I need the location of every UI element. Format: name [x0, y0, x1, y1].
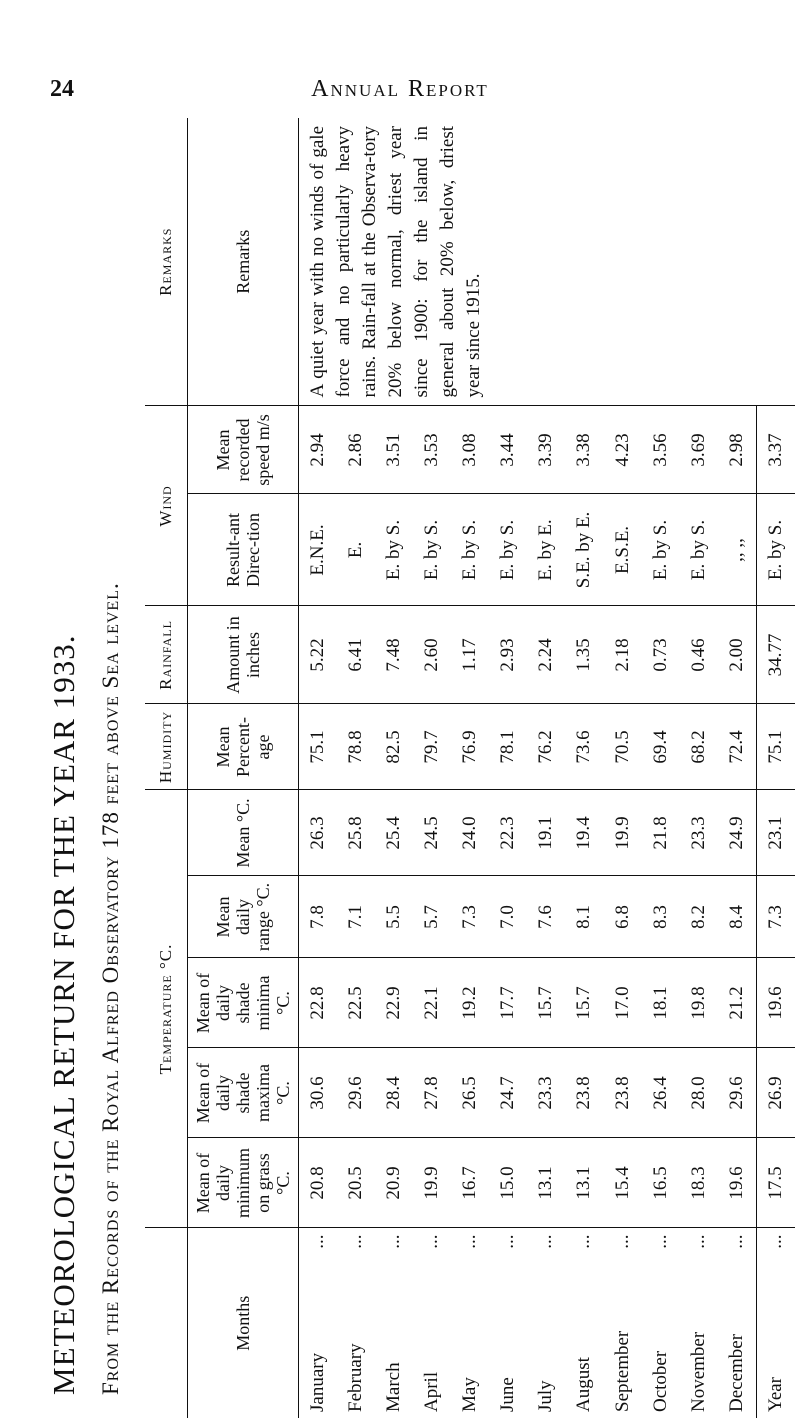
grass-min-cell: 15.4 — [604, 1138, 642, 1228]
dot-leader: ... — [764, 1234, 786, 1249]
header-rain-inches: Amount in inches — [188, 606, 299, 704]
grass-min-cell: 16.5 — [642, 1138, 680, 1228]
daily-range-cell: 7.6 — [527, 876, 565, 958]
mean-temp-cell: 26.3 — [299, 790, 338, 876]
wind-speed-cell: 2.98 — [718, 406, 757, 494]
mean-temp-cell: 24.9 — [718, 790, 757, 876]
dot-leader: ... — [307, 1234, 329, 1249]
daily-range-cell: 8.1 — [565, 876, 603, 958]
meteorological-table — [145, 125, 795, 1418]
daily-range-cell: 7.8 — [299, 876, 338, 958]
daily-range-cell: 6.8 — [604, 876, 642, 958]
wind-direction-cell: E.N.E. — [299, 494, 338, 606]
header-wind-speed: Mean recorded speed m/s — [188, 406, 299, 494]
humidity-cell: 73.6 — [565, 704, 603, 790]
shade-min-cell: 15.7 — [527, 958, 565, 1048]
header-remarks: Remarks — [188, 118, 299, 406]
header-shade-max: Mean of daily shade maxima °C. — [188, 1048, 299, 1138]
daily-range-cell: 5.7 — [413, 876, 451, 958]
month-label: January — [307, 1352, 329, 1412]
month-cell — [680, 1228, 718, 1418]
mean-temp-cell: 24.0 — [451, 790, 489, 876]
humidity-cell: 79.7 — [413, 704, 451, 790]
shade-max-cell: 26.9 — [756, 1048, 795, 1138]
rainfall-cell: 0.73 — [642, 606, 680, 704]
wind-speed-cell: 2.94 — [299, 406, 338, 494]
remarks-cell: A quiet year with no winds of gale force and no particularly heavy rains. Rain-fall at the Observa-tory 20% below normal, driest year since 1900: for the island in general about 20% below, driest year since 1915. — [307, 125, 484, 398]
wind-speed-cell: 3.37 — [756, 406, 795, 494]
month-label: October — [649, 1350, 671, 1412]
table-row — [299, 118, 338, 1418]
month-label: August — [573, 1357, 595, 1412]
group-remarks: Remarks — [145, 118, 188, 406]
rainfall-cell: 2.93 — [489, 606, 527, 704]
group-rainfall: Rainfall — [145, 606, 188, 704]
dot-leader: ... — [345, 1234, 367, 1249]
month-cell — [642, 1228, 680, 1418]
dot-leader: ... — [573, 1234, 595, 1249]
wind-speed-cell: 3.39 — [527, 406, 565, 494]
grass-min-cell: 15.0 — [489, 1138, 527, 1228]
dot-leader: ... — [421, 1234, 443, 1249]
grass-min-cell: 19.6 — [718, 1138, 757, 1228]
month-cell — [489, 1228, 527, 1418]
shade-min-cell: 22.1 — [413, 958, 451, 1048]
dot-leader: ... — [611, 1234, 633, 1249]
humidity-cell: 75.1 — [756, 704, 795, 790]
humidity-cell: 76.2 — [527, 704, 565, 790]
month-cell — [413, 1228, 451, 1418]
month-label: February — [345, 1343, 367, 1412]
month-cell — [337, 1228, 375, 1418]
month-label: March — [383, 1362, 405, 1412]
mean-temp-cell: 23.1 — [756, 790, 795, 876]
mean-temp-cell: 25.8 — [337, 790, 375, 876]
mean-temp-cell: 25.4 — [375, 790, 413, 876]
group-temperature: Temperature °C. — [145, 790, 188, 1228]
wind-direction-cell: S.E. by E. — [565, 494, 603, 606]
daily-range-cell: 8.3 — [642, 876, 680, 958]
wind-speed-cell: 3.08 — [451, 406, 489, 494]
shade-max-cell: 23.3 — [527, 1048, 565, 1138]
wind-direction-cell: E. by S. — [642, 494, 680, 606]
rainfall-cell: 2.18 — [604, 606, 642, 704]
wind-direction-cell: ,, ,, — [718, 494, 757, 606]
humidity-cell: 76.9 — [451, 704, 489, 790]
grass-min-cell: 16.7 — [451, 1138, 489, 1228]
rainfall-cell: 2.60 — [413, 606, 451, 704]
shade-min-cell: 19.8 — [680, 958, 718, 1048]
wind-speed-cell: 3.69 — [680, 406, 718, 494]
wind-speed-cell: 4.23 — [604, 406, 642, 494]
dot-leader: ... — [687, 1234, 709, 1249]
header-daily-range: Mean daily range °C. — [188, 876, 299, 958]
mean-temp-cell: 21.8 — [642, 790, 680, 876]
month-label: November — [687, 1331, 709, 1412]
header-wind-direction: Result-ant Direc-tion — [188, 494, 299, 606]
wind-speed-cell: 2.86 — [337, 406, 375, 494]
wind-direction-cell: E. by S. — [451, 494, 489, 606]
dot-leader: ... — [459, 1234, 481, 1249]
daily-range-cell: 7.3 — [451, 876, 489, 958]
shade-max-cell: 26.4 — [642, 1048, 680, 1138]
wind-speed-cell: 3.53 — [413, 406, 451, 494]
rainfall-cell: 0.46 — [680, 606, 718, 704]
month-cell — [375, 1228, 413, 1418]
rainfall-cell: 7.48 — [375, 606, 413, 704]
humidity-cell: 69.4 — [642, 704, 680, 790]
rainfall-cell: 2.00 — [718, 606, 757, 704]
shade-min-cell: 21.2 — [718, 958, 757, 1048]
month-cell — [527, 1228, 565, 1418]
shade-max-cell: 27.8 — [413, 1048, 451, 1138]
grass-min-cell: 20.5 — [337, 1138, 375, 1228]
shade-min-cell: 22.5 — [337, 958, 375, 1048]
daily-range-cell: 8.2 — [680, 876, 718, 958]
humidity-cell: 75.1 — [299, 704, 338, 790]
month-label: May — [459, 1377, 481, 1412]
shade-max-cell: 30.6 — [299, 1048, 338, 1138]
group-months — [145, 1228, 188, 1418]
running-header: Annual Report — [311, 76, 489, 102]
grass-min-cell: 18.3 — [680, 1138, 718, 1228]
month-cell — [451, 1228, 489, 1418]
humidity-cell: 68.2 — [680, 704, 718, 790]
grass-min-cell: 20.9 — [375, 1138, 413, 1228]
shade-max-cell: 26.5 — [451, 1048, 489, 1138]
dot-leader: ... — [649, 1234, 671, 1249]
month-label: July — [535, 1380, 557, 1412]
grass-min-cell: 19.9 — [413, 1138, 451, 1228]
wind-direction-cell: E. by S. — [375, 494, 413, 606]
mean-temp-cell: 24.5 — [413, 790, 451, 876]
month-label: December — [725, 1333, 747, 1412]
wind-direction-cell: E. by S. — [680, 494, 718, 606]
shade-max-cell: 28.4 — [375, 1048, 413, 1138]
header-mean-temp: Mean °C. — [188, 790, 299, 876]
wind-direction-cell: E. by S. — [756, 494, 795, 606]
group-wind: Wind — [145, 406, 188, 606]
daily-range-cell: 5.5 — [375, 876, 413, 958]
humidity-cell: 82.5 — [375, 704, 413, 790]
wind-direction-cell: E. by S. — [489, 494, 527, 606]
rainfall-cell: 5.22 — [299, 606, 338, 704]
humidity-cell: 78.1 — [489, 704, 527, 790]
shade-min-cell: 22.8 — [299, 958, 338, 1048]
month-label: April — [421, 1371, 443, 1412]
shade-min-cell: 22.9 — [375, 958, 413, 1048]
dot-leader: ... — [535, 1234, 557, 1249]
mean-temp-cell: 19.9 — [604, 790, 642, 876]
month-label: September — [611, 1330, 633, 1412]
rainfall-cell: 1.17 — [451, 606, 489, 704]
shade-min-cell: 19.6 — [756, 958, 795, 1048]
wind-direction-cell: E.S.E. — [604, 494, 642, 606]
month-label: June — [497, 1377, 519, 1412]
dot-leader: ... — [383, 1234, 405, 1249]
month-cell — [299, 1228, 338, 1418]
wind-speed-cell: 3.51 — [375, 406, 413, 494]
shade-min-cell: 18.1 — [642, 958, 680, 1048]
header-shade-min: Mean of daily shade minima °C. — [188, 958, 299, 1048]
rainfall-cell: 2.24 — [527, 606, 565, 704]
wind-direction-cell: E. by E. — [527, 494, 565, 606]
table-title: METEOROLOGICAL RETURN FOR THE YEAR 1933. — [46, 634, 81, 1395]
humidity-cell: 78.8 — [337, 704, 375, 790]
shade-min-cell: 19.2 — [451, 958, 489, 1048]
daily-range-cell: 7.0 — [489, 876, 527, 958]
shade-min-cell: 15.7 — [565, 958, 603, 1048]
shade-min-cell: 17.0 — [604, 958, 642, 1048]
mean-temp-cell: 19.1 — [527, 790, 565, 876]
rainfall-cell: 6.41 — [337, 606, 375, 704]
wind-speed-cell: 3.44 — [489, 406, 527, 494]
header-humidity-pct: Mean Percent-age — [188, 704, 299, 790]
wind-speed-cell: 3.38 — [565, 406, 603, 494]
daily-range-cell: 8.4 — [718, 876, 757, 958]
dot-leader: ... — [497, 1234, 519, 1249]
header-grass-min: Mean of daily minimum on grass °C. — [188, 1138, 299, 1228]
wind-direction-cell: E. — [337, 494, 375, 606]
month-cell — [565, 1228, 603, 1418]
wind-speed-cell: 3.56 — [642, 406, 680, 494]
humidity-cell: 72.4 — [718, 704, 757, 790]
shade-max-cell: 29.6 — [337, 1048, 375, 1138]
shade-min-cell: 17.7 — [489, 958, 527, 1048]
month-cell — [756, 1228, 795, 1418]
shade-max-cell: 24.7 — [489, 1048, 527, 1138]
page-number: 24 — [50, 76, 74, 102]
grass-min-cell: 13.1 — [565, 1138, 603, 1228]
rainfall-cell: 34.77 — [756, 606, 795, 704]
grass-min-cell: 17.5 — [756, 1138, 795, 1228]
rainfall-cell: 1.35 — [565, 606, 603, 704]
dot-leader: ... — [725, 1234, 747, 1249]
month-label: Year — [764, 1376, 786, 1412]
header-months: Months — [188, 1228, 299, 1418]
shade-max-cell: 29.6 — [718, 1048, 757, 1138]
mean-temp-cell: 22.3 — [489, 790, 527, 876]
daily-range-cell: 7.1 — [337, 876, 375, 958]
mean-temp-cell: 23.3 — [680, 790, 718, 876]
shade-max-cell: 23.8 — [565, 1048, 603, 1138]
group-humidity: Humidity — [145, 704, 188, 790]
wind-direction-cell: E. by S. — [413, 494, 451, 606]
daily-range-cell: 7.3 — [756, 876, 795, 958]
grass-min-cell: 20.8 — [299, 1138, 338, 1228]
mean-temp-cell: 19.4 — [565, 790, 603, 876]
shade-max-cell: 28.0 — [680, 1048, 718, 1138]
humidity-cell: 70.5 — [604, 704, 642, 790]
grass-min-cell: 13.1 — [527, 1138, 565, 1228]
month-cell — [718, 1228, 757, 1418]
month-cell — [604, 1228, 642, 1418]
shade-max-cell: 23.8 — [604, 1048, 642, 1138]
table-subtitle: From the Records of the Royal Alfred Observatory 178 feet above Sea level. — [98, 582, 123, 1395]
